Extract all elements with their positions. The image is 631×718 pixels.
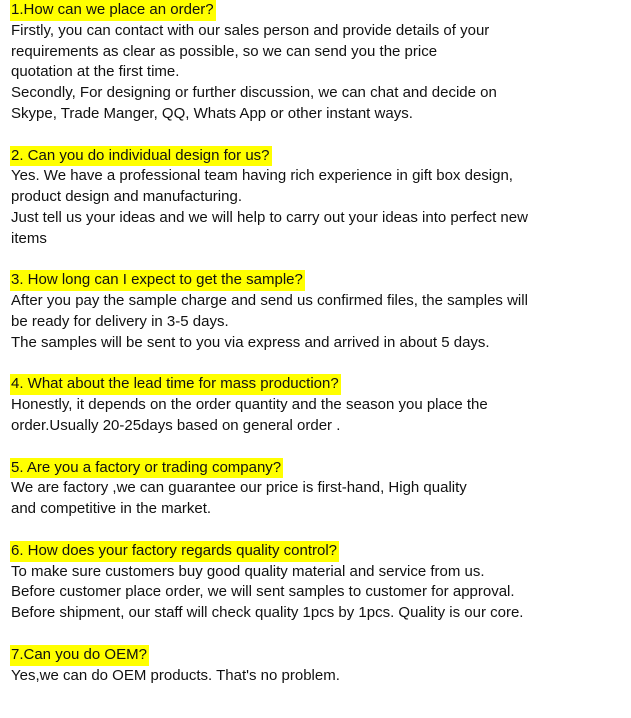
faq-item-2	[11, 146, 626, 250]
faq-answer-line: items	[11, 229, 47, 247]
faq-answer-line: Yes. We have a professional team having rich experience in gift box design,	[11, 167, 513, 185]
faq-answer-line: Before shipment, our staff will check quality 1pcs by 1pcs. Quality is our core.	[11, 604, 524, 622]
faq-answer-line: We are factory ,we can guarantee our price is first-hand, High quality	[11, 479, 467, 497]
faq-answer-line: Firstly, you can contact with our sales person and provide details of your	[11, 21, 490, 39]
faq-item-5	[11, 458, 626, 520]
faq-item-7	[11, 645, 626, 687]
faq-answer-line: and competitive in the market.	[11, 500, 212, 518]
faq-answer-line: After you pay the sample charge and send us confirmed files, the samples will	[11, 292, 528, 310]
faq-answer-line: product design and manufacturing.	[11, 188, 242, 206]
faq-question: 6. How does your factory regards quality control?	[10, 541, 339, 562]
faq-question: 2. Can you do individual design for us?	[10, 146, 272, 167]
faq-item-1	[11, 0, 626, 125]
faq-item-3	[11, 270, 626, 353]
faq-answer-line: order.Usually 20-25days based on general order .	[11, 416, 341, 434]
faq-question: 5. Are you a factory or trading company?	[10, 458, 283, 479]
faq-question: 7.Can you do OEM?	[10, 645, 149, 666]
faq-answer-line: be ready for delivery in 3-5 days.	[11, 312, 229, 330]
faq-answer-line: Secondly, For designing or further discussion, we can chat and decide on	[11, 84, 497, 102]
faq-question: 3. How long can I expect to get the sample?	[10, 270, 305, 291]
faq-answer-line: Yes,we can do OEM products. That's no problem.	[11, 666, 340, 684]
faq-answer-line: requirements as clear as possible, so we can send you the price	[11, 42, 438, 60]
faq-answer-line: The samples will be sent to you via express and arrived in about 5 days.	[11, 333, 490, 351]
faq-answer-line: To make sure customers buy good quality material and service from us.	[11, 562, 485, 580]
faq-answer-line: quotation at the first time.	[11, 63, 180, 81]
faq-question: 4. What about the lead time for mass production?	[10, 374, 341, 395]
faq-answer-line: Skype, Trade Manger, QQ, Whats App or other instant ways.	[11, 104, 413, 122]
faq-item-6	[11, 541, 626, 624]
faq-item-4	[11, 374, 626, 436]
faq-answer-line: Before customer place order, we will sent samples to customer for approval.	[11, 583, 515, 601]
faq-answer-line: Just tell us your ideas and we will help to carry out your ideas into perfect new	[11, 208, 528, 226]
faq-answer-line: Honestly, it depends on the order quantity and the season you place the	[11, 396, 488, 414]
faq-list	[11, 0, 626, 707]
faq-question: 1.How can we place an order?	[10, 0, 216, 21]
